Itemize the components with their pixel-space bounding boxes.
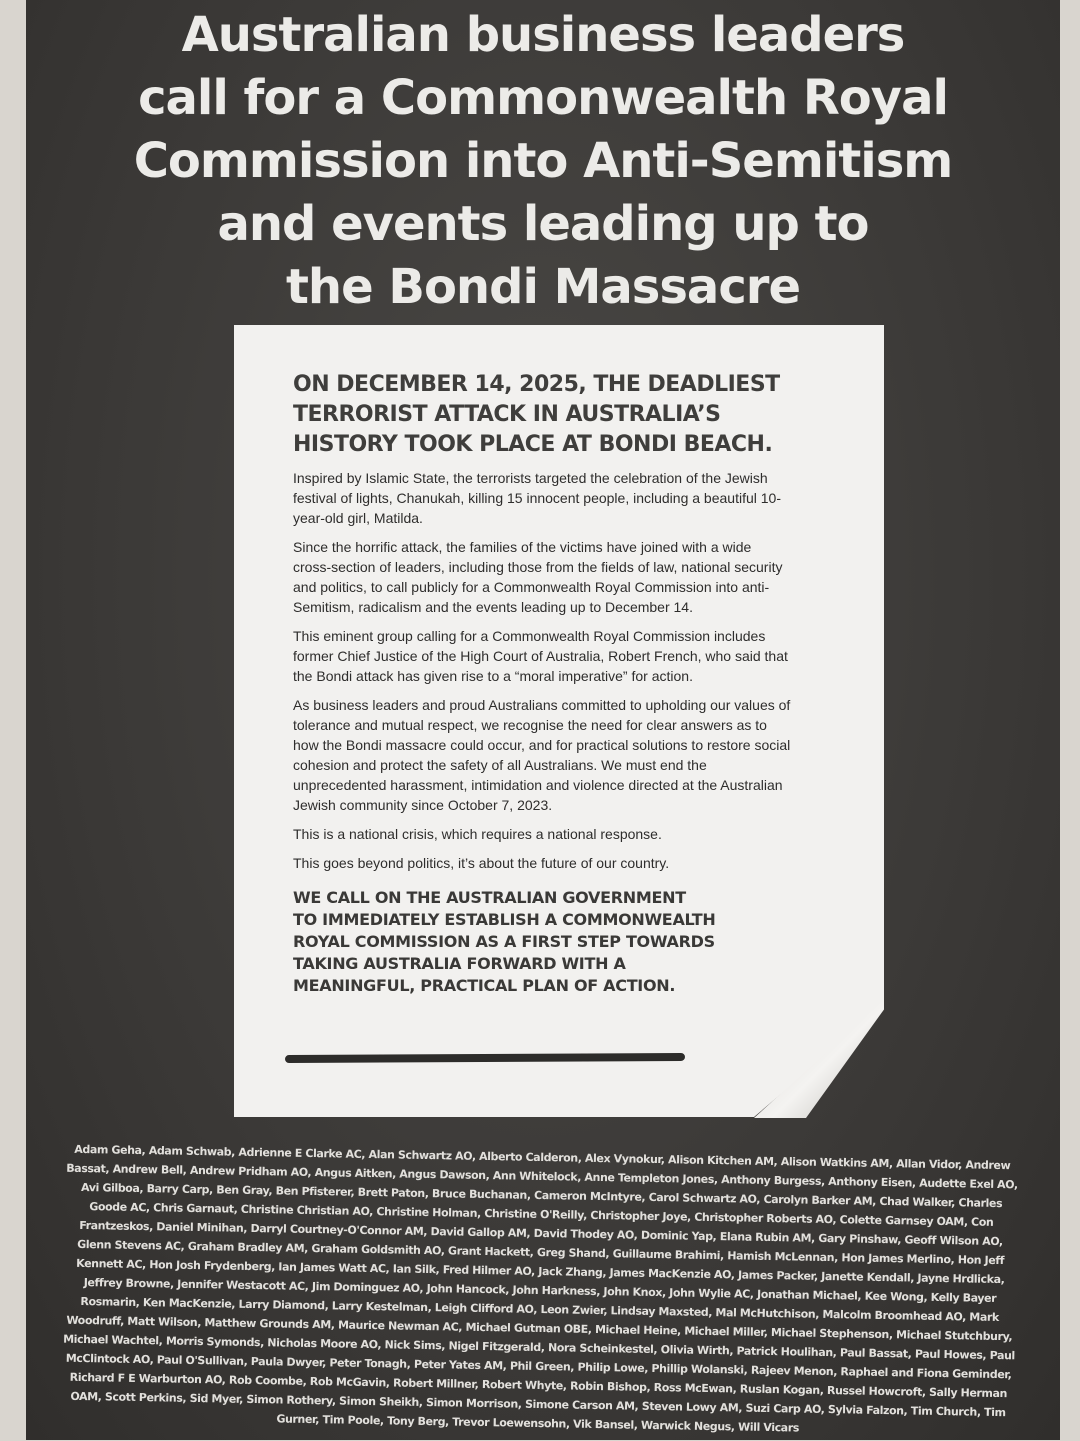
headline-line: Commission into Anti-Semitism (133, 133, 953, 189)
call-to-action-line: TAKING AUSTRALIA FORWARD WITH A (293, 954, 626, 973)
statement-heading-line: HISTORY TOOK PLACE AT BONDI BEACH. (293, 432, 773, 457)
statement-paragraph: This eminent group calling for a Commonwealth Royal Commission includes former Chief Justice of the High Court of Australia, Robert French, who said that the Bondi attack has given rise to a “moral imperative” for action. (293, 628, 788, 684)
statement-paragraph: As business leaders and proud Australians committed to upholding our values of tolerance and mutual respect, we recognise the need for clear answers as to how the Bondi massacre could occur, and for practical solutions to restore social cohesion and protect the safety of all Australians. We must end the unprecedented harassment, intimidation and violence directed at the Australian Jewish community since October 7, 2023. (293, 697, 791, 813)
call-to-action (293, 887, 793, 997)
statement-content (293, 370, 793, 997)
statement-heading-line: ON DECEMBER 14, 2025, THE DEADLIEST (293, 372, 780, 397)
statement-paragraph: This goes beyond politics, it’s about the future of our country. (293, 855, 670, 871)
statement-heading-line: TERRORIST ATTACK IN AUSTRALIA’S (293, 402, 721, 427)
statement-paragraph: Since the horrific attack, the families of the victims have joined with a wide cross-section of leaders, including those from the fields of law, national security and politics, to call publicly for a Commonwealth Royal Commission into anti-Semitism, radicalism and the events leading up to December 14. (293, 539, 783, 615)
call-to-action-line: ROYAL COMMISSION AS A FIRST STEP TOWARDS (293, 932, 715, 951)
call-to-action-line: WE CALL ON THE AUSTRALIAN GOVERNMENT (293, 888, 686, 907)
headline-line: the Bondi Massacre (285, 259, 800, 315)
statement-paragraph: This is a national crisis, which requires a national response. (293, 826, 662, 842)
call-to-action-line: MEANINGFUL, PRACTICAL PLAN OF ACTION. (293, 976, 676, 995)
call-to-action-line: TO IMMEDIATELY ESTABLISH A COMMONWEALTH (293, 910, 716, 929)
headline (26, 0, 1060, 319)
statement-heading (293, 370, 793, 460)
signatories-list: Adam Geha, Adam Schwab, Adrienne E Clarke AC, Alan Schwartz AO, Alberto Calderon, Alex Vynokur, Alison Kitchen AM, Alison Watkins AM, Allan Vidor, Andrew Bassat, Andrew Bell, Andrew Pridham AO, Angus Aitken, Angus Dawson, Ann Whitelock, Anne Templeton Jones, Anthony Burgess, Anthony Eisen, Audette Exel AO, Avi Gilboa, Barry Carp, Ben Gray, Ben Pfisterer, Brett Paton, Bruce Buchanan, Cameron McIntyre, Carol Schwartz AO, Carolyn Barker AM, Chad Walker, Charles Goode AC, Chris Garnaut, Christine Christian AO, Christine Holman, Christine O'Reilly, Christopher Joye, Christopher Roberts AO, Colette Garnsey OAM, Con Frantzeskos, Daniel Minihan, Darryl Courtney-O'Connor AM, David Gallop AM, David Thodey AO, Dominic Yap, Elana Rubin AM, Gary Pinshaw, Geoff Wilson AO, Glenn Stevens AC, Graham Bradley AM, Graham Goldsmith AO, Grant Hackett, Greg Shand, Guillaume Brahimi, Hamish McLennan, Hon James Merlino, Hon Jeff Kennett AC, Hon Josh Frydenberg, Ian James Watt AC, Ian Silk, Fred Hilmer AO, Jack Zhang, James MacKenzie AO, James Packer, Janette Kendall, Jayne Hrdlicka, Jeffrey Browne, Jennifer Westacott AC, Jim Dominguez AO, John Hancock, John Harkness, John Knox, John Wylie AC, Jonathan Michael, Kee Wong, Kelly Bayer Rosmarin, Ken MacKenzie, Larry Diamond, Larry Kestelman, Leigh Clifford AO, Leon Zwier, Lindsay Maxsted, Mal McHutchison, Malcolm Broomhead AO, Mark Woodruff, Matt Wilson, Matthew Grounds AM, Maurice Newman AC, Michael Gutman OBE, Michael Heine, Michael Miller, Michael Stephenson, Michael Stutchbury, Michael Wachtel, Morris Symonds, Nicholas Moore AO, Nick Sims, Nigel Fitzgerald, Nora Scheinkestel, Olivia Wirth, Patrick Houlihan, Paul Bassat, Paul Howes, Paul McClintock AO, Paul O'Sullivan, Paula Dwyer, Peter Tonagh, Peter Yates AM, Phil Green, Philip Lowe, Phillip Wolanski, Rajeev Menon, Raphael and Fiona Geminder, Richard F E Warburton AO, Rob Coombe, Rob McGavin, Robert Millner, Robert Whyte, Robin Bishop, Ross McEwan, Ruslan Kogan, Russel Howcroft, Sally Herman OAM, Scott Perkins, Sid Myer, Simon Rothery, Simon Sheikh, Simon Morrison, Simone Carson AM, Steven Lowy AM, Suzi Carp AO, Sylvia Falzon, Tim Church, Tim Gurner, Tim Poole, Tony Berg, Trevor Loewensohn, Vik Bansel, Warwick Negus, Will Vicars (63, 1142, 1018, 1435)
headline-line: and events leading up to (217, 196, 869, 252)
statement-paragraph: Inspired by Islamic State, the terrorists targeted the celebration of the Jewish festival of lights, Chanukah, killing 15 innocent people, including a beautiful 10-year-old girl, Matilda. (293, 470, 781, 526)
headline-line: call for a Commonwealth Royal (138, 70, 948, 126)
headline-line: Australian business leaders (181, 7, 905, 63)
